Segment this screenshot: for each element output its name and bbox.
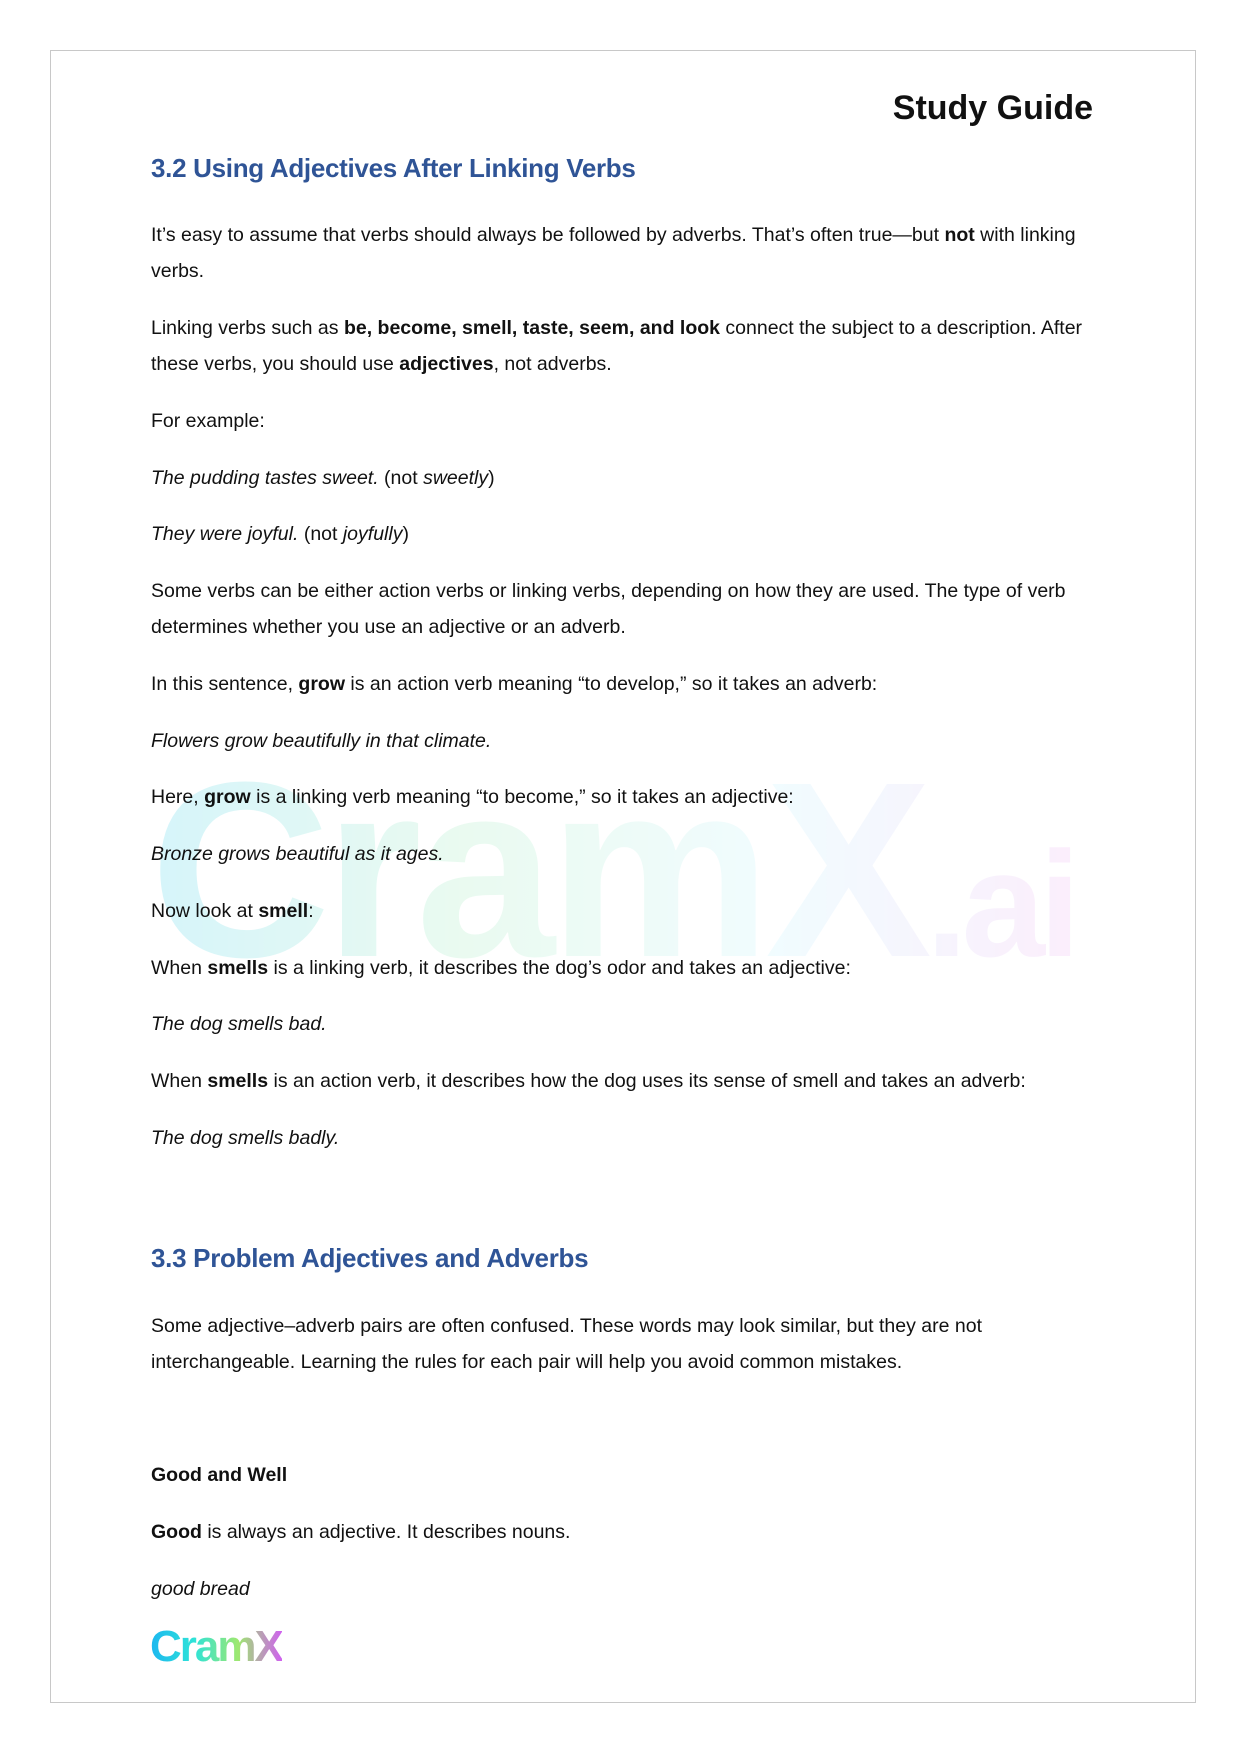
watermark-suffix: .ai [925,820,1075,988]
example: The dog smells bad. [151,1013,327,1035]
page-title: Study Guide [892,89,1093,127]
example: good bread [151,1578,250,1600]
example: Flowers grow beautifully in that climate. [151,730,492,752]
example: The pudding tastes sweet. (not sweetly) [151,467,495,489]
paragraph: It’s easy to assume that verbs should always be followed by adverbs. That’s often true—but not with linking verbs. [151,224,1076,282]
example: Bronze grows beautiful as it ages. [151,843,444,865]
example: The dog smells badly. [151,1127,340,1149]
example: They were joyful. (not joyfully) [151,523,409,545]
paragraph: Now look at smell: [151,900,314,922]
paragraph: When smells is an action verb, it describes how the dog uses its sense of smell and takes an adverb: [151,1070,1026,1092]
page-border [50,50,1196,1703]
paragraph: Good is always an adjective. It describes nouns. [151,1521,571,1543]
section-heading-3-2: 3.2 Using Adjectives After Linking Verbs [151,153,636,183]
paragraph: Linking verbs such as be, become, smell, taste, seem, and look connect the subject to a description. After these verbs, you should use adjectives, not adverbs. [151,317,1083,375]
paragraph: Here, grow is a linking verb meaning “to become,” so it takes an adjective: [151,786,794,808]
paragraph: Some adjective–adverb pairs are often confused. These words may look similar, but they are not interchangeable. Learning the rules for each pair will help you avoid common mistakes. [151,1315,982,1373]
section-heading-3-3: 3.3 Problem Adjectives and Adverbs [151,1243,589,1273]
paragraph: Some verbs can be either action verbs or linking verbs, depending on how they are used. The type of verb determines whether you use an adjective or an adverb. [151,580,1066,638]
paragraph: In this sentence, grow is an action verb meaning “to develop,” so it takes an adverb: [151,673,878,695]
watermark-text: CramX [150,730,926,1009]
cramx-logo: CramX [150,1622,282,1671]
paragraph: For example: [151,410,265,432]
subheading: Good and Well [151,1464,288,1486]
paragraph: When smells is a linking verb, it describes the dog’s odor and takes an adjective: [151,957,851,979]
